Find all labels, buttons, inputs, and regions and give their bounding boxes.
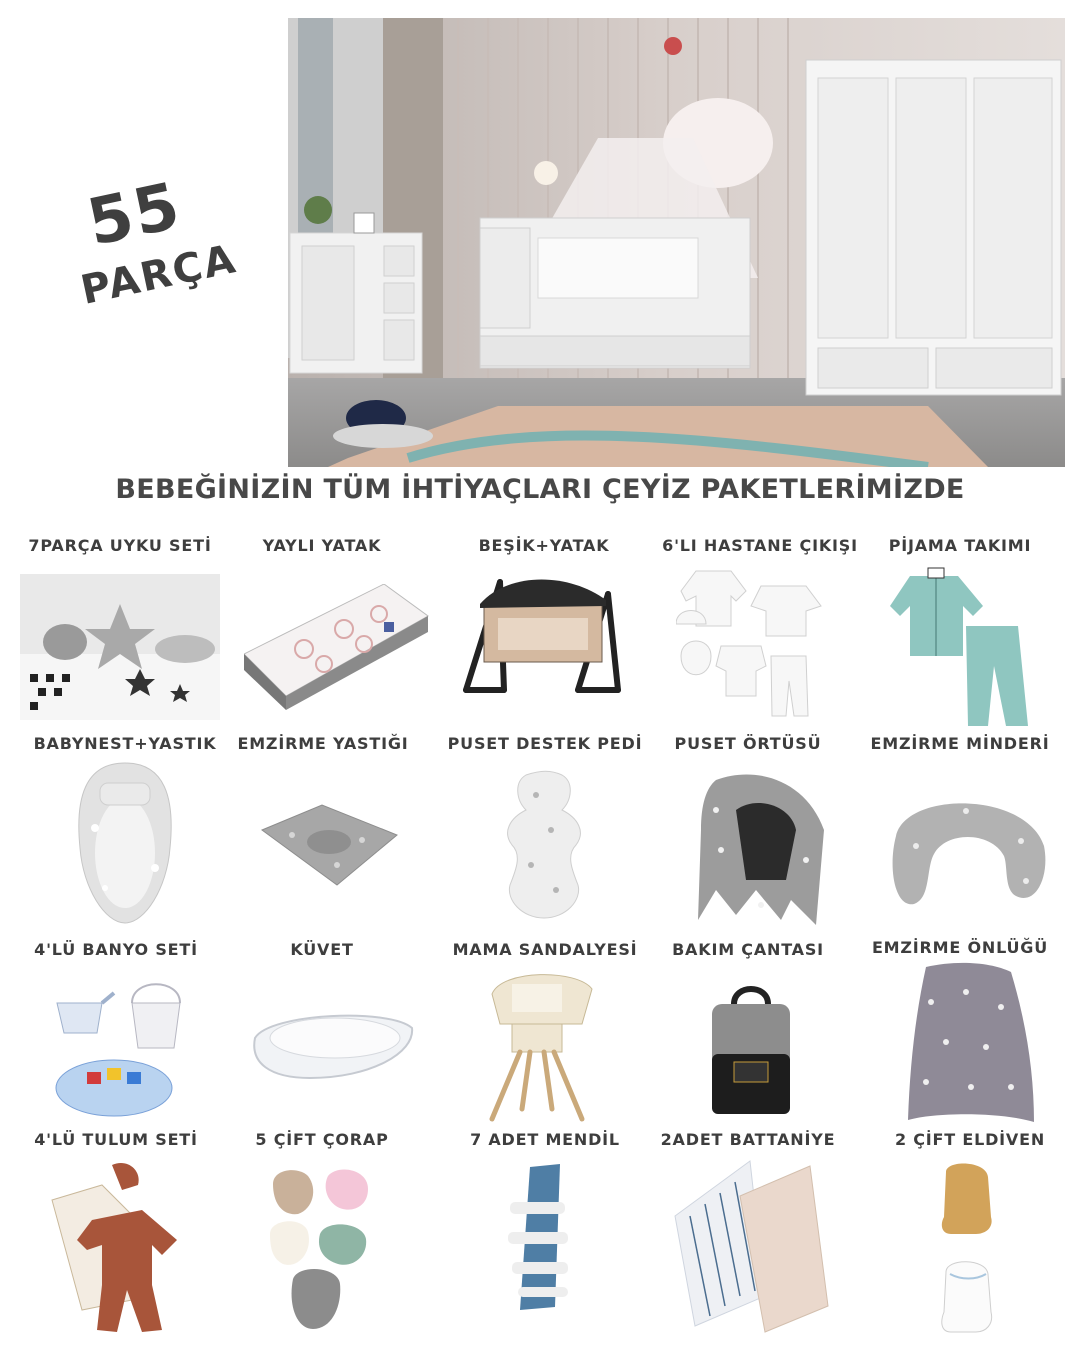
high-chair-icon — [482, 964, 598, 1128]
item-label: BABYNEST+YASTIK — [33, 734, 217, 753]
item-label: 5 ÇİFT ÇORAP — [255, 1130, 389, 1149]
stroller-pad-icon — [496, 770, 592, 924]
item-label: 7 ADET MENDİL — [470, 1130, 620, 1149]
item-label: 6'LI HASTANE ÇIKIŞI — [662, 536, 858, 555]
socks-icon — [268, 1164, 376, 1336]
pajama-set-icon — [888, 566, 1032, 734]
babynest-icon — [75, 758, 175, 932]
item-label: 2ADET BATTANİYE — [660, 1130, 836, 1149]
blanket-icon — [670, 1156, 830, 1338]
item-label: EMZİRME MİNDERİ — [870, 734, 1050, 753]
jumpsuit-set-icon — [42, 1160, 182, 1340]
item-label: 2 ÇİFT ELDİVEN — [894, 1130, 1046, 1149]
item-label: MAMA SANDALYESİ — [452, 940, 638, 959]
spring-mattress-icon — [244, 584, 430, 716]
bathtub-icon — [250, 1008, 416, 1084]
nursing-pillow-icon — [252, 800, 404, 894]
diaper-bag-icon — [704, 984, 798, 1128]
item-label: 4'LÜ TULUM SETİ — [34, 1130, 198, 1149]
muslin-cloth-icon — [500, 1162, 580, 1316]
headline: BEBEĞİNİZİN TÜM İHTİYAÇLARI ÇEYİZ PAKETLERİMİZDE — [115, 474, 965, 505]
item-label: KÜVET — [290, 940, 354, 959]
sleep-set-icon — [20, 574, 220, 724]
badge-word: PARÇA — [76, 236, 241, 314]
stroller-cover-icon — [696, 770, 828, 934]
bath-set-icon — [52, 978, 188, 1124]
item-label: EMZİRME ÖNLÜĞÜ — [871, 938, 1049, 957]
item-label: EMZİRME YASTIĞI — [237, 734, 409, 753]
item-label: 7PARÇA UYKU SETİ — [28, 536, 212, 555]
nursing-apron-icon — [906, 962, 1036, 1130]
hospital-outfit-icon — [676, 566, 826, 726]
item-label: PUSET ÖRTÜSÜ — [674, 734, 822, 753]
badge-number: 55 — [81, 169, 188, 261]
item-label: BAKIM ÇANTASI — [672, 940, 824, 959]
nursing-cushion-icon — [886, 786, 1050, 920]
item-label: PUSET DESTEK PEDİ — [447, 734, 643, 753]
bassinet-icon — [458, 572, 626, 698]
item-label: BEŞİK+YATAK — [478, 536, 610, 555]
nursery-room-photo — [288, 18, 1065, 467]
item-label: 4'LÜ BANYO SETİ — [34, 940, 198, 959]
mittens-icon — [936, 1162, 1000, 1338]
item-label: PİJAMA TAKIMI — [888, 536, 1032, 555]
item-label: YAYLI YATAK — [262, 536, 382, 555]
